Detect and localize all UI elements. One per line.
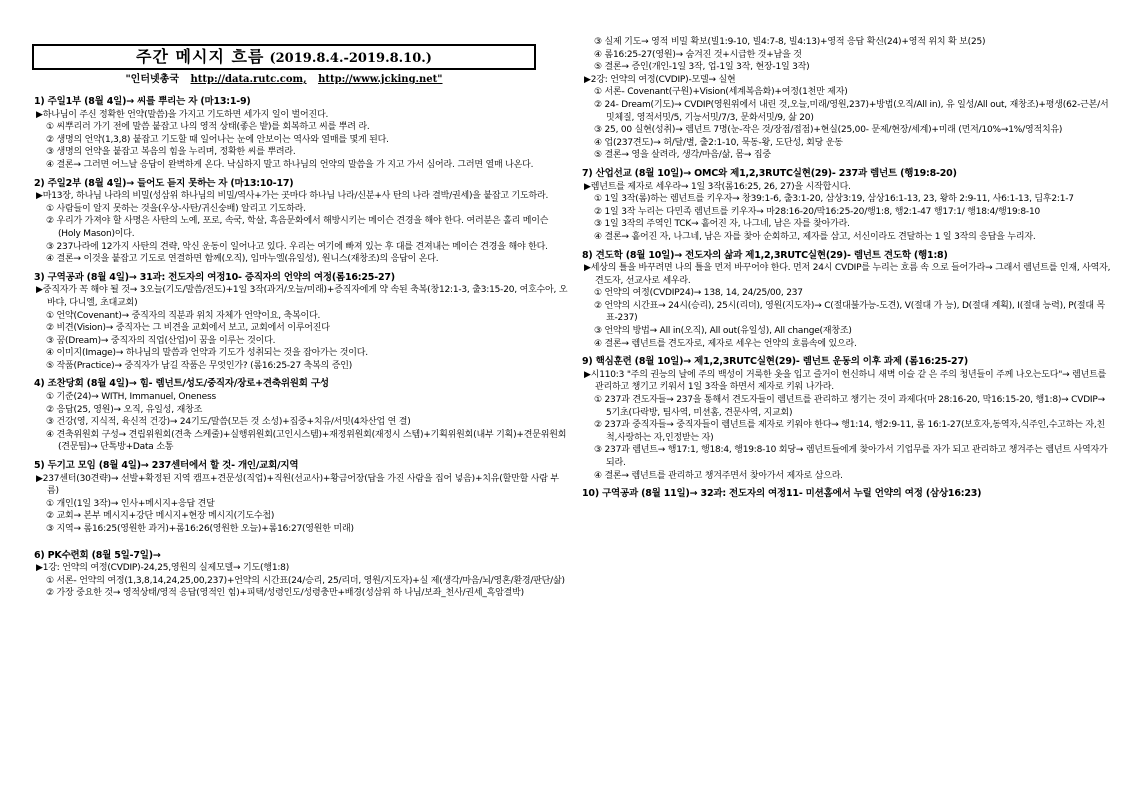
list-item: ② 언약의 시간표→ 24시(승리), 25시(리더), 영원(지도자)→ C(절대불가능-도견), V(절대 가 능), D(절대 계획), I(절대 능력), P(절대 목표-237) bbox=[594, 300, 1105, 324]
subtitle-label: "인터넷총국 bbox=[125, 74, 179, 85]
list-item: ③ 건강(영, 지식적, 육신적 건강)→ 24기도/말씀(모든 것 소성)+집중+치유/서밋(4차산업 연 결) bbox=[46, 417, 411, 428]
summary-line: ▶2강: 언약의 여정(CVDIP)-모델→ 실현 bbox=[584, 74, 736, 85]
list-item: ② 24- Dream(기도)→ CVDIP(영원위에서 내린 것,오늘,미래/영원,237)+방법(오직/All in), 유 일성/All out, 재창조)+평생(62-근본/서밋체질, 영적서밋/5, 기능서밋/7/3, 문화서밋/9, 삶 20) bbox=[594, 99, 1109, 123]
list-item: ② 응답(25, 영원)→ 오직, 유일성, 재창조 bbox=[46, 404, 203, 415]
left-column bbox=[34, 96, 568, 606]
list-item: ③ 1일 3작의 주역인 TCK→ 흩어진 자, 나그네, 남은 자를 찾아가라. bbox=[594, 219, 850, 230]
title-dates: (2019.8.4.-2019.8.10.) bbox=[269, 51, 432, 66]
section-heading: 9) 핵심훈련 (8월 10일)→ 제1,2,3RUTC실현(29)- 렘넌트 운동의 이후 과제 (롬16:25-27) bbox=[582, 356, 968, 368]
list-item: ⑤ 작품(Practice)→ 중직자가 남길 작품은 무엇인가? (롬16:25-27 축복의 증인) bbox=[46, 360, 353, 371]
list-item: ④ 이미지(Image)→ 하나님의 말씀과 언약과 기도가 성취되는 것을 잡아가는 것이다. bbox=[46, 348, 368, 359]
summary-line: ▶시110:3 "주의 권능의 날에 주의 백성이 거룩한 옷을 입고 즐거이 헌신하니 새벽 이슬 같 은 주의 청년들이 주께 나오는도다"→ 렘넌트를 관리하고 챙기고 키워서 1일 3작을 하면서 제자로 키워 나가라. bbox=[584, 369, 1107, 393]
subtitle bbox=[32, 70, 536, 85]
section-right-4 bbox=[582, 488, 1112, 501]
list-item: ① 사람들이 알지 못하는 것을(우상-사탄/귀신숭배) 알리고 기도하라. bbox=[46, 203, 306, 214]
list-item: ⑤ 결론→ 영을 살려라, 생각/마음/삶, 몸→ 집중 bbox=[594, 150, 771, 161]
list-item: ② 237과 중직자들→ 중직자들이 렘넌트를 제자로 키워야 한다→ 행1:14, 행2:9-11, 롬 16:1-27(보호자,동역자,식주인,수고하는 자,친척,사랑하는 자,인정받는 자) bbox=[594, 420, 1106, 443]
section-heading: 5) 두기고 모임 (8월 4일)→ 237센터에서 할 것- 개인/교회/지역 bbox=[34, 460, 299, 472]
section-heading: 1) 주일1부 (8월 4일)→ 씨를 뿌리는 자 (마13:1-9) bbox=[34, 96, 251, 107]
list-item: ② 생명의 언약(1,3,8) 붙잡고 기도할 때 일어나는 눈에 안보이는 역사와 열매를 몇게 된다. bbox=[46, 134, 389, 145]
summary-line: ▶세상의 틀을 바꾸려면 나의 틀을 먼저 바꾸어야 한다. 먼저 24시 CVDIP를 누리는 흐름 속 으로 들어가라→ 그래서 렘넌트를 인재, 사역자, 견도자, 선교사로 세우라. bbox=[584, 263, 1111, 286]
list-item: ③ 꿈(Dream)→ 중직자의 직업(산업)이 꿈을 이루는 것이다. bbox=[46, 335, 276, 346]
summary-line: ▶중직자가 꼭 해야 될 것→ 3오늘(기도/말씀/전도)+1일 3작(과거/오늘/미래)+증직자에게 약 속된 축복(창12:1-3, 출3:15-20, 여호수아, 오바댜, 다니엘, 초대교회) bbox=[36, 285, 568, 308]
section-left-4 bbox=[34, 460, 568, 536]
section-gap bbox=[34, 600, 568, 606]
title-box bbox=[32, 44, 536, 70]
section-right-3 bbox=[582, 356, 1112, 482]
list-item: ② 1일 3작 누리는 다민족 렘넌트를 키우자→ 마28:16-20/막16:25-20/행1:8, 행2:1-47 행17:1/ 행18:4/행19:8-10 bbox=[594, 206, 1041, 217]
section-heading: 8) 견도학 (8월 10일)→ 전도자의 삶과 제1,2,3RUTC실현(29)- 렘넌트 견도학 (행1:8) bbox=[582, 249, 948, 261]
url-link-2[interactable]: http://www.jcking.net" bbox=[318, 74, 443, 85]
section-heading: 7) 산업선교 (8월 10일)→ OMC와 제1,2,3RUTC실현(29)- 237과 렘넌트 (행19:8-20) bbox=[582, 167, 957, 179]
section-right-2 bbox=[582, 250, 1112, 351]
list-item: ④ 결론→ 렘넌트를 관리하고 챙겨주면서 찾아가서 제자로 삼으라. bbox=[594, 470, 843, 481]
list-item: ① 개인(1일 3작)→ 인사+메시지+응답 견달 bbox=[46, 498, 215, 509]
list-item: ③ 언약의 방법→ All in(오직), All out(유일성), All change(재창조) bbox=[594, 326, 852, 337]
section-right-0 bbox=[582, 36, 1112, 162]
list-item: ① 서론- Covenant(구원)+Vision(세계복음화)+여정(1천만 제자) bbox=[594, 87, 848, 98]
section-right-1 bbox=[582, 168, 1112, 244]
list-item: ① 씨뿌리러 가기 전에 말씀 붙잡고 나의 영적 상태(좋은 밭)를 회복하고 씨를 뿌려 라. bbox=[46, 122, 370, 133]
list-item: ② 교회→ 본부 메시지+강단 메시지+현장 메시지(기도수첩) bbox=[46, 511, 275, 522]
list-item: ③ 생명의 언약을 붙잡고 복음의 힘을 누리며, 정확한 씨를 뿌려라. bbox=[46, 147, 296, 158]
list-item: ① 서론- 언약의 여정(1,3,8,14,24,25,00,237)+언약의 시간표(24/승리, 25/리더, 영원/지도자)+실 제(생각/마음/뇌/영혼/환경/판단/삶) bbox=[46, 575, 565, 586]
list-item: ① 언약(Covenant)→ 중직자의 직분과 위치 자체가 언약이요, 축복이다. bbox=[46, 310, 321, 321]
list-item: ④ 업(237견도)→ 허/달/별, 출2:1-10, 묵동-왕, 도단성, 회당 운동 bbox=[594, 137, 843, 148]
summary-line: ▶237센터(30견략)→ 선발+확정된 지역 캠프+견문성(직업)+직원(선교사)+황금어장(답을 가진 사람을 집어 넣음)+치유(할만할 사람 부름) bbox=[36, 473, 559, 497]
list-item: ③ 237과 렘넌트→ 행17:1, 행18:4, 행19:8-10 회당→ 렘넌트들에게 찾아가서 기업무를 자가 되고 관리하고 챙겨주는 렘넌트 사역자가 되라. bbox=[594, 445, 1108, 468]
section-heading: 10) 구역공과 (8월 11일)→ 32과: 전도자의 여정11- 미션홈에서 누릴 언약의 여정 (삼상16:23) bbox=[582, 488, 982, 500]
section-left-0 bbox=[34, 96, 568, 172]
list-item: ① 언약의 여정(CVDIP24)→ 138, 14, 24/25/00, 237 bbox=[594, 288, 803, 299]
list-item: ④ 결론→ 렘넌트를 견도자로, 제자로 세우는 언약의 흐름속에 있으라. bbox=[594, 338, 857, 349]
list-item: ⑤ 결론→ 증인(개인-1일 3작, 업-1일 3작, 현장-1일 3작) bbox=[594, 62, 810, 73]
section-gap bbox=[582, 501, 1112, 507]
summary-line: ▶하나님이 주신 정확한 언약(말씀)을 가지고 기도하면 세가지 일이 벌어진다. bbox=[36, 109, 329, 120]
title-main: 주간 메시지 흐름 bbox=[136, 47, 265, 66]
list-item: ① 1일 3작(롬)하는 렘넌트를 키우자→ 창39:1-6, 출3:1-20, 삼상3:19, 삼상16:1-13, 23, 왕하 2:9-11, 사6:1-13, 딤후2:1-7 bbox=[594, 194, 1074, 205]
list-item: ② 가장 중요한 것→ 영적상태/영적 응답(영적인 힘)+피택/성령인도/성령충만+배경(성삼위 하 나님/보좌_천사/권세_흑암결박) bbox=[46, 588, 524, 599]
list-item: ③ 지역→ 롬16:25(영원한 과거)+롬16:26(영원한 오늘)+롬16:27(영원한 미래) bbox=[46, 524, 354, 534]
section-left-5 bbox=[34, 550, 568, 600]
list-item: ④ 결론→ 이것을 붙잡고 기도로 연결하면 함께(오직), 임마누엘(유일성), 원니스(재창조)의 응답이 온다. bbox=[46, 254, 439, 265]
section-heading: 4) 조찬당회 (8월 4일)→ 힘- 렘넌트/성도/중직자/장로+견축위원회 구성 bbox=[34, 378, 329, 390]
list-item: ④ 롬16:25-27(영원)→ 숨겨진 것+시급한 것+남을 것 bbox=[594, 49, 802, 60]
summary-line: ▶렘넌트를 제자로 세우라→ 1일 3작(롬16:25, 26, 27)을 시작합시다. bbox=[584, 181, 851, 192]
section-heading: 3) 구역공과 (8월 4일)→ 31과: 전도자의 여정10- 증직자의 언약의 여정(롬16:25-27) bbox=[34, 271, 395, 283]
section-gap bbox=[34, 536, 568, 550]
url-link-1[interactable]: http://data.rutc.com, bbox=[190, 74, 307, 85]
list-item: ④ 결론→ 그러면 어느날 응답이 완벽하게 온다. 낙심하지 말고 하나님의 언약의 말씀을 가 지고 가서 심어라. 그러면 열매 나온다. bbox=[46, 159, 534, 170]
list-item: ④ 견축위원회 구성→ 견립위원회(견축 스케줄)+실행위원회(고인시스템)+재정위원회(재정시 스템)+기획위원회(내부 기획)+견문위원회(견문팀)→ 단톡방+Data 소통 bbox=[46, 429, 567, 453]
list-item: ③ 25, 00 실현(성취)→ 렘넌트 7명(눈-작은 것/장점/접점)+현실(25,00- 문제/현장/세계)+미래 (먼저/10%→1%/영적치유) bbox=[594, 125, 1063, 136]
section-left-1 bbox=[34, 178, 568, 266]
section-left-2 bbox=[34, 272, 568, 373]
list-item: ② 우리가 가져야 할 사명은 사탄의 노예, 포로, 속국, 학살, 흑음문화에서 해방시키는 메이슨 견경을 해야 한다. 여러분은 홀리 메이슨(Holy Mason)이다. bbox=[46, 216, 549, 239]
summary-line: ▶1강: 언약의 여정(CVDIP)-24,25,영원의 실제모델→ 기도(행1:8) bbox=[36, 563, 290, 574]
right-column bbox=[582, 36, 1112, 507]
list-item: ③ 실제 기도→ 영적 비밀 확보(빌1:9-10, 빌4:7-8, 빌4:13)+영적 응답 확신(24)+영적 위치 확 보(25) bbox=[594, 37, 986, 47]
list-item: ① 기준(24)→ WITH, Immanuel, Oneness bbox=[46, 392, 216, 403]
section-left-3 bbox=[34, 378, 568, 454]
section-heading: 2) 주일2부 (8월 4일)→ 들어도 듣지 못하는 자 (마13:10-17) bbox=[34, 177, 294, 189]
summary-line: ▶마13장, 하나님 나라의 비밀(성삼위 하나님의 비밀/역사+가는 곳마다 하나님 나라/신분+사 탄의 나라 결박/권세)을 붙잡고 기도하라. bbox=[36, 191, 549, 202]
section-heading: 6) PK수련회 (8월 5일-7일)→ bbox=[34, 549, 161, 561]
list-item: ② 비견(Vision)→ 중직자는 그 비견을 교회에서 보고, 교회에서 이루어진다 bbox=[46, 323, 330, 334]
list-item: ④ 결론→ 흩어진 자, 나그네, 남은 자를 찾아 순회하고, 제자를 삼고, 서신이라도 견달하는 1 일 3작의 응답을 누리자. bbox=[594, 231, 1036, 242]
list-item: ① 237과 견도자들→ 237을 통해서 견도자들이 렘넌트를 관리하고 챙기는 것이 과제다(마 28:16-20, 막16:15-20, 행1:8)→ CVDIP→ 5기초(다락방, 팀사역, 미션홈, 견문사역, 지교회) bbox=[594, 395, 1105, 418]
list-item: ③ 237나라에 12가지 사탄의 견략, 악신 운동이 일어나고 있다. 우리는 여기에 빠져 있는 후 대를 견져내는 메이슨 견경을 해야 한다. bbox=[46, 241, 548, 252]
